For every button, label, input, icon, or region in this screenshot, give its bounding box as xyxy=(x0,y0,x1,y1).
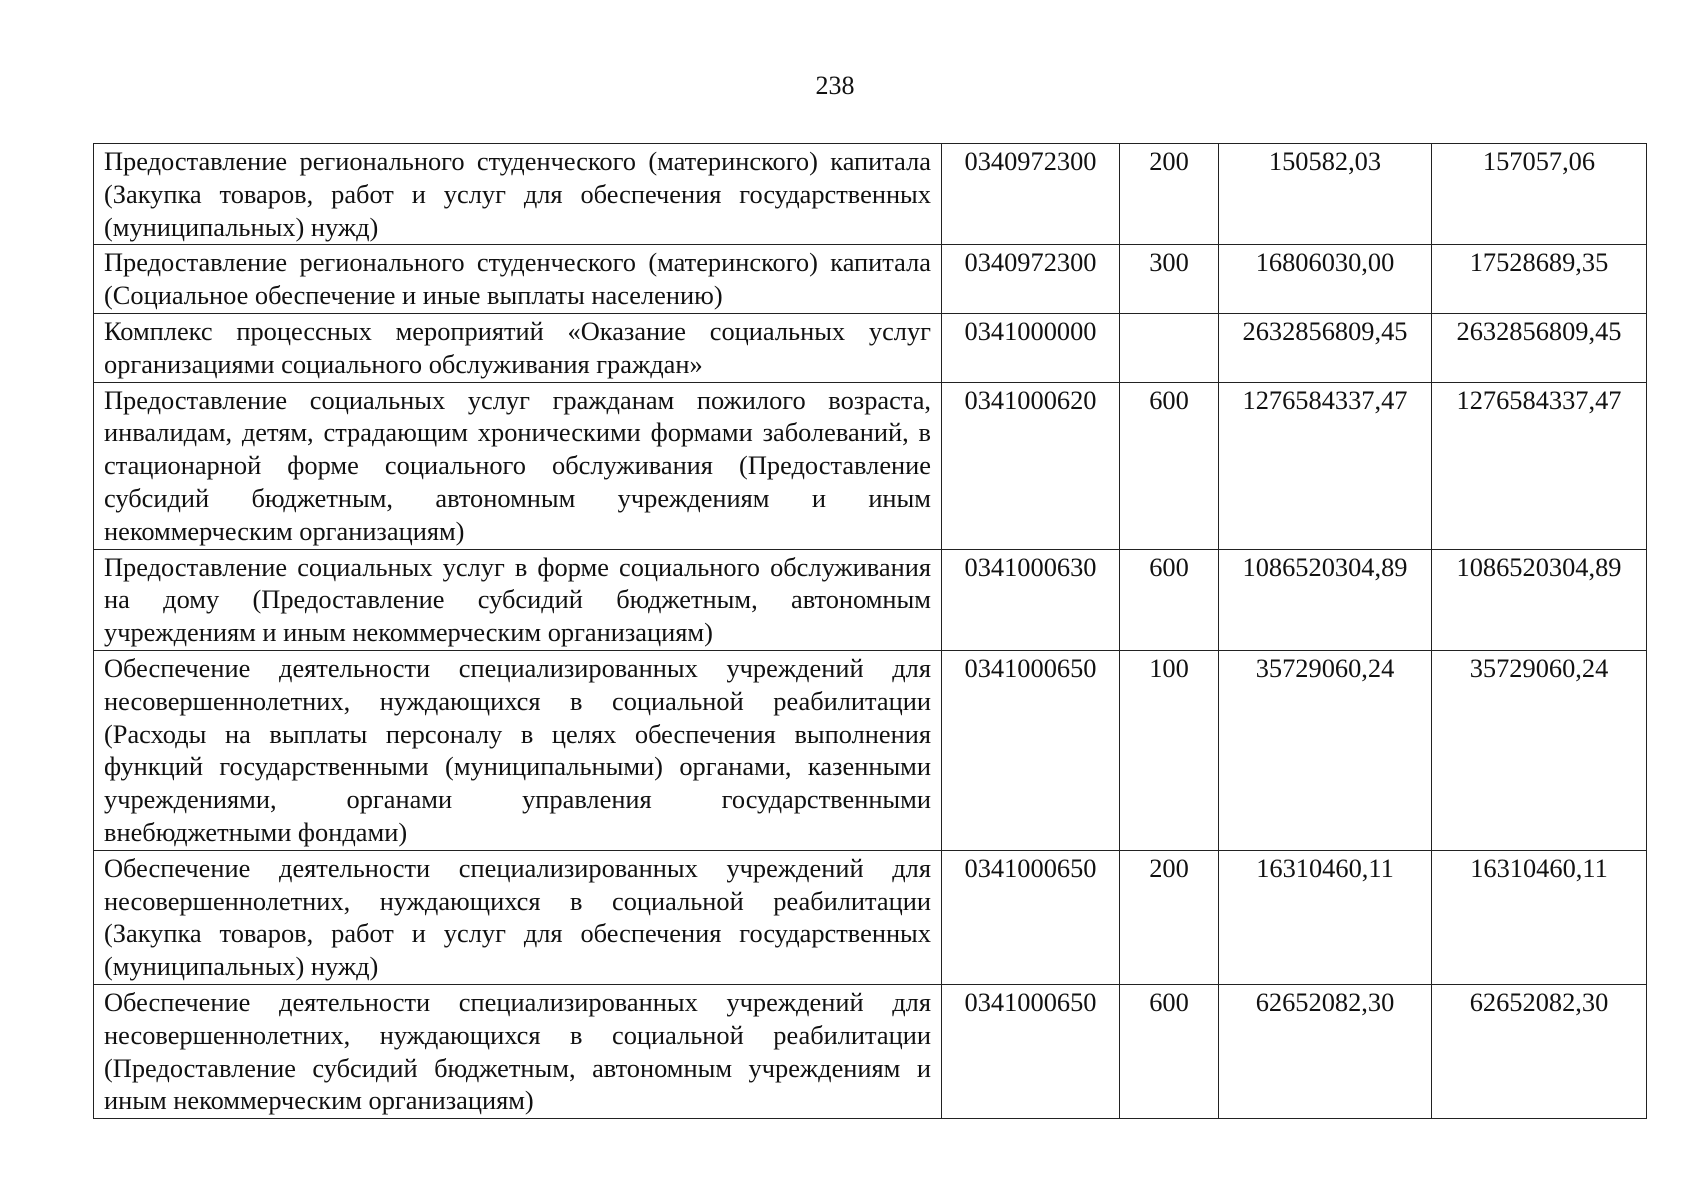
table-row xyxy=(94,850,1647,984)
row-description: Обеспечение деятельности специализированных учреждений для несовершеннолетних, нуждающихся в социальной реабилитации (Закупка товаров, работ и услуг для обеспечения государственных (муниципальных) нужд) xyxy=(94,850,942,984)
row-expense-type: 100 xyxy=(1120,650,1219,850)
row-expense-type: 200 xyxy=(1120,144,1219,245)
table-row xyxy=(94,984,1647,1118)
table-row xyxy=(94,313,1647,382)
row-amount-2: 17528689,35 xyxy=(1432,245,1647,314)
row-code: 0341000650 xyxy=(942,650,1120,850)
row-description: Обеспечение деятельности специализированных учреждений для несовершеннолетних, нуждающихся в социальной реабилитации (Расходы на выплаты персоналу в целях обеспечения выполнения функций государственными (муниципальными) органами, казенными учреждениями, органами управления государственными внебюджетными фондами) xyxy=(94,650,942,850)
row-code: 0340972300 xyxy=(942,245,1120,314)
row-expense-type: 200 xyxy=(1120,850,1219,984)
row-amount-2: 62652082,30 xyxy=(1432,984,1647,1118)
table-row xyxy=(94,650,1647,850)
row-amount-2: 2632856809,45 xyxy=(1432,313,1647,382)
table-row xyxy=(94,382,1647,549)
row-description: Комплекс процессных мероприятий «Оказание социальных услуг организациями социального обслуживания граждан» xyxy=(94,313,942,382)
row-code: 0341000650 xyxy=(942,984,1120,1118)
row-expense-type: 600 xyxy=(1120,382,1219,549)
row-amount-2: 1086520304,89 xyxy=(1432,549,1647,650)
row-expense-type: 300 xyxy=(1120,245,1219,314)
row-amount-1: 2632856809,45 xyxy=(1219,313,1432,382)
row-code: 0341000630 xyxy=(942,549,1120,650)
row-description: Предоставление регионального студенческого (материнского) капитала (Закупка товаров, работ и услуг для обеспечения государственных (муниципальных) нужд) xyxy=(94,144,942,245)
row-expense-type: 600 xyxy=(1120,984,1219,1118)
row-amount-1: 62652082,30 xyxy=(1219,984,1432,1118)
table-row xyxy=(94,549,1647,650)
row-amount-1: 35729060,24 xyxy=(1219,650,1432,850)
row-amount-1: 16310460,11 xyxy=(1219,850,1432,984)
row-amount-1: 16806030,00 xyxy=(1219,245,1432,314)
budget-table xyxy=(93,143,1647,1119)
row-description: Предоставление регионального студенческого (материнского) капитала (Социальное обеспечение и иные выплаты населению) xyxy=(94,245,942,314)
row-amount-1: 150582,03 xyxy=(1219,144,1432,245)
row-code: 0341000620 xyxy=(942,382,1120,549)
row-code: 0340972300 xyxy=(942,144,1120,245)
table-row xyxy=(94,245,1647,314)
row-code: 0341000000 xyxy=(942,313,1120,382)
row-description: Предоставление социальных услуг в форме социального обслуживания на дому (Предоставление субсидий бюджетным, автономным учреждениям и иным некоммерческим организациям) xyxy=(94,549,942,650)
page-number: 238 xyxy=(815,71,855,100)
row-code: 0341000650 xyxy=(942,850,1120,984)
row-amount-2: 16310460,11 xyxy=(1432,850,1647,984)
row-description: Обеспечение деятельности специализированных учреждений для несовершеннолетних, нуждающихся в социальной реабилитации (Предоставление субсидий бюджетным, автономным учреждениям и иным некоммерческим организациям) xyxy=(94,984,942,1118)
row-expense-type xyxy=(1120,313,1219,382)
row-expense-type: 600 xyxy=(1120,549,1219,650)
row-amount-1: 1086520304,89 xyxy=(1219,549,1432,650)
row-amount-1: 1276584337,47 xyxy=(1219,382,1432,549)
row-amount-2: 157057,06 xyxy=(1432,144,1647,245)
table-row xyxy=(94,144,1647,245)
budget-table-body xyxy=(94,144,1647,1119)
row-amount-2: 1276584337,47 xyxy=(1432,382,1647,549)
row-description: Предоставление социальных услуг гражданам пожилого возраста, инвалидам, детям, страдающим хроническими формами заболеваний, в стационарной форме социального обслуживания (Предоставление субсидий бюджетным, автономным учреждениям и иным некоммерческим организациям) xyxy=(94,382,942,549)
row-amount-2: 35729060,24 xyxy=(1432,650,1647,850)
